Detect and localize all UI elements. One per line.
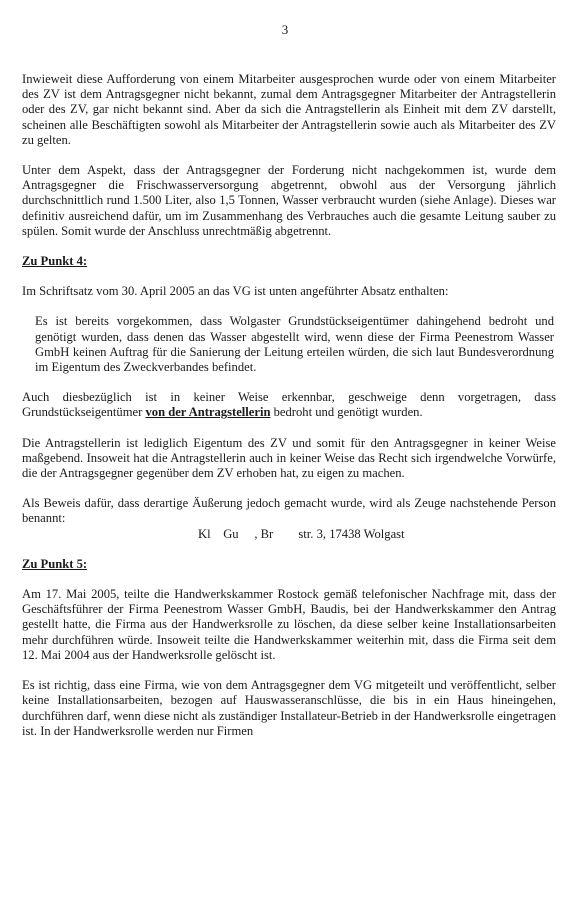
paragraph-text: bedroht und genötigt wurden. — [270, 405, 423, 420]
quoted-paragraph: Es ist bereits vorgekommen, dass Wolgaster Grundstückseigentümer dahingehend bedroht und genötigt wurden, dass denen das Wasser abgestellt wird, wenn diese der Firma Peenestrom Wasser GmbH keinen Auftrag für die Sanierung der Leitung erteilen würden, die sich laut Bundesverordnung im Eigentum des Zweckverbandes befindet. — [35, 314, 554, 375]
page-number: 3 — [281, 22, 289, 37]
paragraph-text: Auch diesbezüglich ist in keiner Weise erkennbar, geschweige denn vorgetragen, dass Grundstückseigentümer — [22, 390, 556, 420]
witness-address: Kl Gu , Br str. 3, 17438 Wolgast — [198, 526, 405, 541]
paragraph — [22, 390, 556, 420]
paragraph: Am 17. Mai 2005, teilte die Handwerkskammer Rostock gemäß telefonischer Nachfrage mit, dass der Geschäftsführer der Firma Peenestrom Wasser GmbH, Baudis, bei der Handwerkskammer den Antrag gestellt hatte, die Firma aus der Handwerksrolle zu löschen, da diese selber keine Installationsarbeiten mehr durchführen würde. Insoweit teilte die Handwerkskammer weiterhin mit, dass die Firma seit dem 12. Mai 2004 aus der Handwerksrolle gelöscht ist. — [22, 587, 556, 662]
paragraph: Unter dem Aspekt, dass der Antragsgegner der Forderung nicht nachgekommen ist, wurde dem Antragsgegner die Frischwasserversorgung abgetrennt, obwohl aus der Versorgung jährlich durchschnittlich rund 1.500 Liter, also 1,5 Tonnen, Wasser verbraucht wurden (siehe Anlage). Dieses war definitiv ausreichend dafür, um im Zusammenhang des Verbrauches auch die gesamte Leitung sauber zu spülen. Somit wurde der Anschluss unrechtmäßig abgetrennt. — [22, 163, 556, 238]
paragraph: Als Beweis dafür, dass derartige Äußerung jedoch gemacht wurde, wird als Zeuge nachstehende Person benannt: — [22, 496, 556, 526]
section-heading-5: Zu Punkt 5: — [22, 556, 88, 571]
section-heading-4: Zu Punkt 4: — [22, 254, 88, 269]
document-body — [22, 72, 556, 739]
paragraph: Die Antragstellerin ist lediglich Eigentum des ZV und somit für den Antragsgegner in keiner Weise maßgebend. Insoweit hat die Antragstellerin auch in keiner Weise das Recht sich irgendwelche Vorwürfe, die der Antragsgegner gegenüber dem ZV erhoben hat, zu eigen zu machen. — [22, 435, 556, 481]
paragraph: Inwieweit diese Aufforderung von einem Mitarbeiter ausgesprochen wurde oder von einem Mitarbeiter des ZV ist dem Antragsgegner nicht bekannt, zumal dem Antragsgegner Mitarbeiter der Antragstellerin oder des ZV, gar nicht bekannt sind. Aber da sich die Antragstellerin als Einheit mit dem ZV darstellt, scheinen alle Beschäftigten sowohl als Mitarbeiter der Antragstellerin sowie auch als Mitarbeiter des ZV zu gelten. — [22, 72, 556, 147]
emphasized-text: von der Antragstellerin — [145, 405, 271, 420]
paragraph: Es ist richtig, dass eine Firma, wie von dem Antragsgegner dem VG mitgeteilt und veröffentlicht, selber keine Installationsarbeiten, bezogen auf Hauswasseranschlüsse, die bis in ein Haus hineingehen, durchführen darf, wenn diese nicht als zuständiger Installateur-Betrieb in der Handwerksrolle eingetragen ist. In der Handwerksrolle werden nur Firmen — [22, 678, 556, 738]
paragraph: Im Schriftsatz vom 30. April 2005 an das VG ist unten angeführter Absatz enthalten: — [22, 284, 449, 299]
